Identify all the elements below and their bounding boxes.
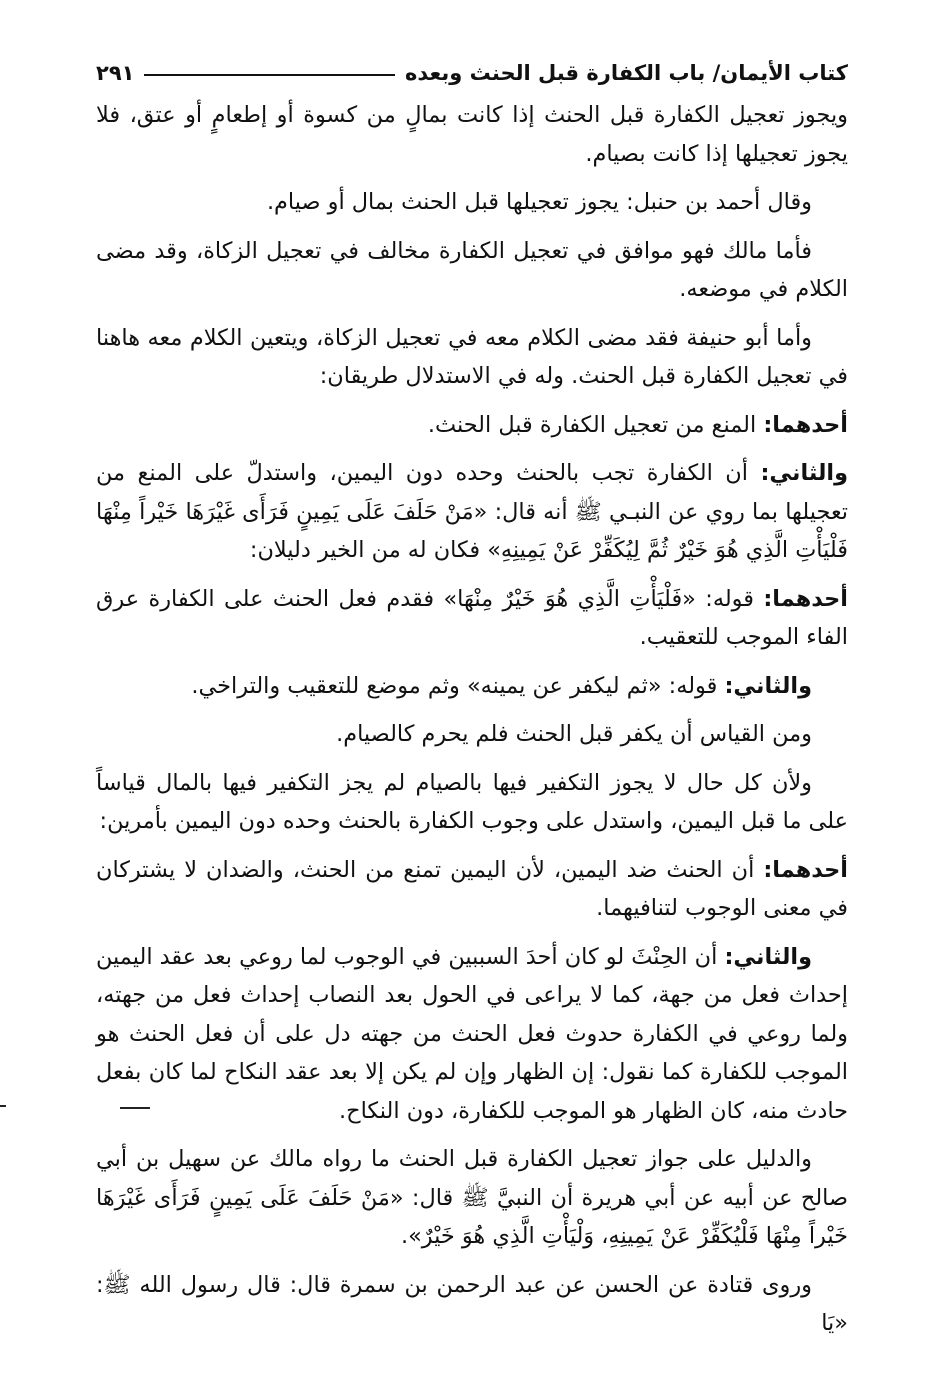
header-rule xyxy=(144,74,395,76)
running-header xyxy=(96,50,848,96)
paragraph xyxy=(96,232,848,309)
page-number: ٢٩١ xyxy=(96,61,135,85)
paragraph xyxy=(96,580,848,657)
paragraph-text: وروى قتادة عن الحسن عن عبد الرحمن بن سمرة قال: قال رسول الله ﷺ: «يَا xyxy=(96,1271,848,1336)
paragraph-text: ومن القياس أن يكفر قبل الحنث فلم يحرم كالصيام. xyxy=(336,721,812,747)
paragraph-lead: والثاني: xyxy=(724,672,812,699)
paragraph xyxy=(96,1140,848,1256)
paragraph-lead: أحدهما: xyxy=(763,411,848,438)
paragraph-lead: والثاني: xyxy=(724,943,812,970)
paragraph xyxy=(96,851,848,928)
paragraph-text: أن الكفارة تجب بالحنث وحده دون اليمين، واستدلّ على المنع من تعجيلها بما روي عن النبـي ﷺ أنه قال: «مَنْ حَلَفَ عَلَى يَمِينٍ فَرَأَى غَيْرَهَا خَيْراً مِنْهَا فَلْيَأْتِ الَّذِي هُوَ خَيْرٌ ثُمَّ لِيُكَفِّرْ عَنْ يَمِينِهِ» فكان له من الخير دليلان: xyxy=(96,460,848,563)
margin-dash xyxy=(120,1107,150,1109)
paragraph-text: وأما أبو حنيفة فقد مضى الكلام معه في تعجيل الزكاة، ويتعين الكلام معه هاهنا في تعجيل الكفارة قبل الحنث. وله في الاستدلال طريقان: xyxy=(96,324,848,389)
edge-mark xyxy=(0,1105,6,1107)
paragraph-lead: أحدهما: xyxy=(763,585,848,612)
paragraph xyxy=(96,667,848,706)
paragraph-lead: والثاني: xyxy=(760,460,848,486)
paragraph xyxy=(96,938,848,1131)
paragraph-text: ويجوز تعجيل الكفارة قبل الحنث إذا كانت بمالٍ من كسوة أو إطعامٍ أو عتق، فلا يجوز تعجيلها إذا كانت بصيام. xyxy=(96,102,848,167)
paragraph-text: والدليل على جواز تعجيل الكفارة قبل الحنث ما رواه مالك عن سهيل بن أبي صالح عن أبيه عن أبي هريرة أن النبيَّ ﷺ قال: «مَنْ حَلَفَ عَلَى يَمِينٍ فَرَأَى غَيْرَهَا خَيْراً مِنْهَا فَلْيُكَفِّرْ عَنْ يَمِينِهِ، وَلْيَأْتِ الَّذِي هُوَ خَيْرٌ». xyxy=(96,1146,848,1249)
paragraph xyxy=(96,764,848,841)
paragraph-text: فأما مالك فهو موافق في تعجيل الكفارة مخالف في تعجيل الزكاة، وقد مضى الكلام في موضعه. xyxy=(96,237,848,302)
paragraph-text: قوله: «فَلْيَأْتِ الَّذِي هُوَ خَيْرٌ مِنْهَا» فقدم فعل الحنث على الكفارة عرق الفاء الموجب للتعقيب. xyxy=(96,585,848,650)
page-body xyxy=(96,50,848,1353)
paragraph-text: أن الحنث ضد اليمين، لأن اليمين تمنع من الحنث، والضدان لا يشتركان في معنى الوجوب لتنافيهما. xyxy=(96,856,848,921)
paragraph xyxy=(96,454,848,570)
paragraph-text: ولأن كل حال لا يجوز التكفير فيها بالصيام لم يجز التكفير فيها بالمال قياساً على ما قبل اليمين، واستدل على وجوب الكفارة بالحنث وحده دون اليمين بأمرين: xyxy=(96,769,848,834)
paragraph-text: أن الحِنْثَ لو كان أحدَ السببين في الوجوب لما روعي بعد عقد اليمين إحداث فعل من جهة، كما لا يراعى في الحول بعد النصاب إحداث فعل من جهته، ولما روعي في الكفارة حدوث فعل الحنث من جهته دل على أن فعل الحنث هو الموجب للكفارة كما نقول: إن الظهار وإن لم يكن إلا بعد عقد النكاح لما كان بفعل حادث منه، كان الظهار هو الموجب للكفارة، دون النكاح. xyxy=(96,943,848,1124)
paragraph xyxy=(96,183,848,222)
paragraph xyxy=(96,319,848,396)
header-title: كتاب الأيمان/ باب الكفارة قبل الحنث وبعده xyxy=(405,61,848,85)
paragraph-lead: أحدهما: xyxy=(763,856,848,883)
paragraph xyxy=(96,96,848,173)
paragraph-text: قوله: «ثم ليكفر عن يمينه» وثم موضع للتعقيب والتراخي. xyxy=(191,672,725,699)
paragraph xyxy=(96,1266,848,1343)
paragraph xyxy=(96,406,848,445)
paragraph-text: وقال أحمد بن حنبل: يجوز تعجيلها قبل الحنث بمال أو صيام. xyxy=(266,189,812,215)
paragraph xyxy=(96,715,848,754)
paragraph-text: المنع من تعجيل الكفارة قبل الحنث. xyxy=(427,411,764,438)
